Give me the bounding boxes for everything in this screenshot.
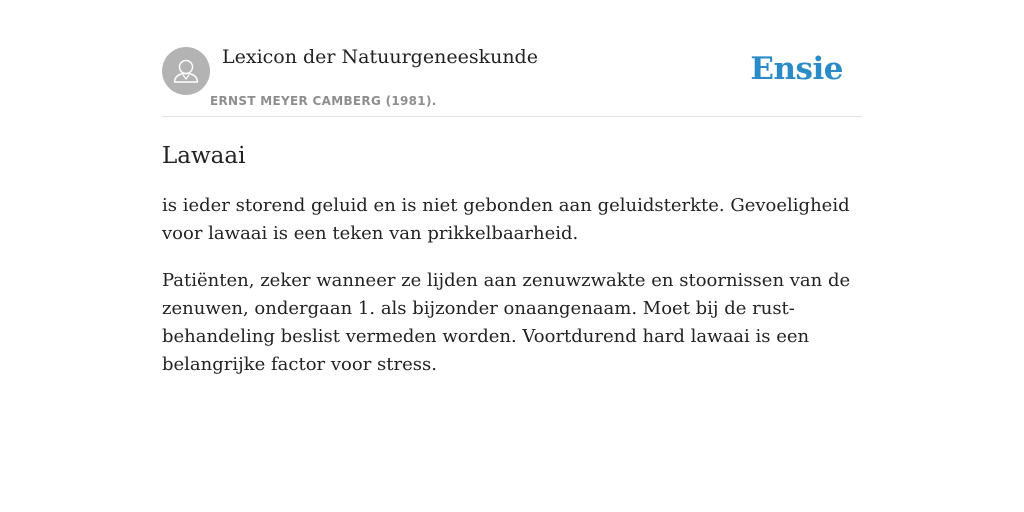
source-title[interactable]: Lexicon der Natuurgeneeskunde [222,46,538,68]
entry-paragraph: Patiënten, zeker wanneer ze lijden aan zenuwzwakte en stoornissen van de zenuwen, ondergaan 1. als bijzonder onaangenaam. Moet bij de rust-behandeling beslist vermeden worden. Voortdurend hard lawaai is een belangrijke factor voor stress. [162,270,851,375]
entry-body [162,192,862,379]
source-author: ERNST MEYER CAMBERG (1981). [210,94,437,108]
entry-paragraph: is ieder storend geluid en is niet gebonden aan geluidsterkte. Gevoeligheid voor lawaai is een teken van prikkelbaarheid. [162,195,850,244]
user-placeholder-icon [162,47,210,95]
brand-logo[interactable]: Ensie [750,51,843,87]
source-header [162,0,862,117]
entry-title: Lawaai [162,143,246,169]
page [162,0,862,379]
